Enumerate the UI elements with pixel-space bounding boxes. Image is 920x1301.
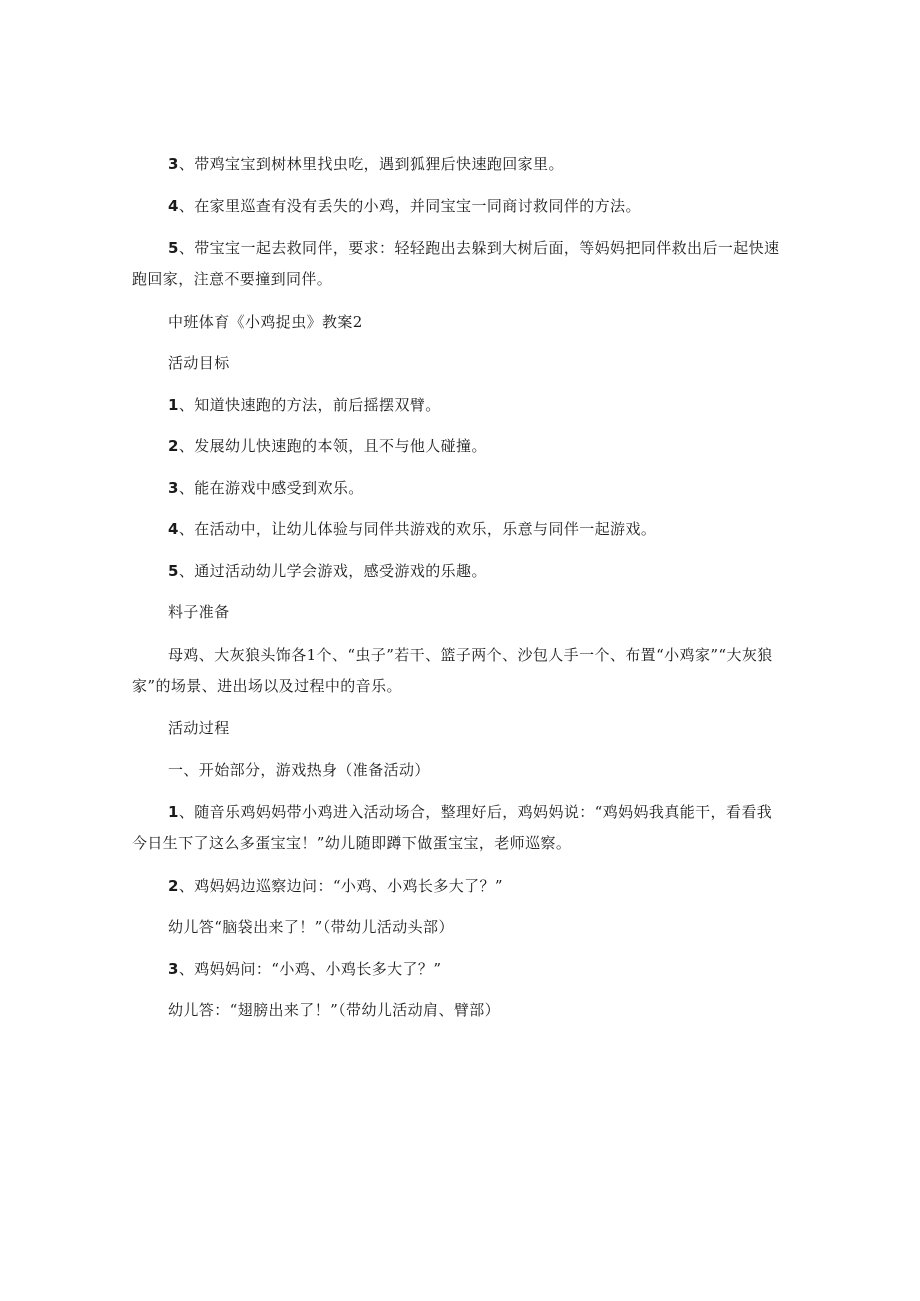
paragraph bbox=[132, 996, 782, 1025]
document-body bbox=[132, 150, 782, 1038]
section-title-text: 中班体育《小鸡捉虫》教案2 bbox=[168, 312, 363, 331]
paragraph bbox=[132, 150, 782, 179]
paragraph-text: 、能在游戏中感受到欢乐。 bbox=[178, 478, 364, 497]
paragraph-number: 4 bbox=[168, 196, 179, 215]
paragraph-text: 、带鸡宝宝到树林里找虫吃，遇到狐狸后快速跑回家里。 bbox=[178, 155, 564, 173]
paragraph-number: 5 bbox=[168, 239, 179, 257]
paragraph-text: 、发展幼儿快速跑的本领，且不与他人碰撞。 bbox=[178, 437, 487, 455]
paragraph-text: 幼儿答：“翅膀出来了！”（带幼儿活动肩、臂部） bbox=[168, 1001, 501, 1019]
paragraph-text: 幼儿答“脑袋出来了！”（带幼儿活动头部） bbox=[168, 918, 454, 936]
paragraph-number: 3 bbox=[168, 155, 179, 173]
paragraph-number: 3 bbox=[168, 959, 179, 978]
section-heading bbox=[132, 714, 782, 743]
section-heading bbox=[132, 598, 782, 627]
paragraph bbox=[132, 391, 782, 420]
paragraph bbox=[132, 474, 782, 503]
paragraph-text: 一、开始部分，游戏热身（准备活动） bbox=[168, 760, 430, 779]
paragraph-text: 、在活动中，让幼儿体验与同伴共游戏的欢乐，乐意与同伴一起游戏。 bbox=[178, 520, 657, 538]
paragraph bbox=[132, 955, 782, 984]
paragraph bbox=[132, 756, 782, 785]
paragraph bbox=[132, 192, 782, 221]
paragraph-text: 、鸡妈妈边巡察边问：“小鸡、小鸡长多大了？” bbox=[178, 876, 503, 895]
section-title bbox=[132, 308, 782, 337]
paragraph bbox=[132, 233, 782, 295]
paragraph-number: 1 bbox=[168, 803, 179, 821]
paragraph-text: 、知道快速跑的方法，前后摇摆双臂。 bbox=[178, 395, 441, 414]
paragraph-number: 5 bbox=[168, 561, 179, 580]
paragraph-number: 2 bbox=[168, 876, 179, 895]
paragraph bbox=[132, 797, 782, 859]
section-heading-text: 料子准备 bbox=[168, 603, 230, 621]
paragraph-text: 、通过活动幼儿学会游戏，感受游戏的乐趣。 bbox=[178, 561, 487, 580]
paragraph bbox=[132, 432, 782, 461]
paragraph bbox=[132, 640, 782, 702]
paragraph-number: 4 bbox=[168, 520, 179, 538]
section-heading-text: 活动目标 bbox=[168, 354, 230, 372]
paragraph bbox=[132, 913, 782, 942]
paragraph bbox=[132, 557, 782, 586]
paragraph-text: 、带宝宝一起去救同伴，要求：轻轻跑出去躲到大树后面，等妈妈把同伴救出后一起快速跑回家，注意不要撞到同伴。 bbox=[132, 239, 780, 288]
section-heading bbox=[132, 349, 782, 378]
paragraph-text: 、随音乐鸡妈妈带小鸡进入活动场合，整理好后，鸡妈妈说：“鸡妈妈我真能干，看看我今日生下了这么多蛋宝宝！”幼儿随即蹲下做蛋宝宝，老师巡察。 bbox=[132, 803, 773, 852]
paragraph-text: 母鸡、大灰狼头饰各1个、“虫子”若干、篮子两个、沙包人手一个、布置“小鸡家”“大灰狼家”的场景、进出场以及过程中的音乐。 bbox=[132, 645, 773, 695]
paragraph-number: 1 bbox=[168, 395, 179, 414]
paragraph-number: 2 bbox=[168, 437, 179, 455]
paragraph bbox=[132, 515, 782, 544]
paragraph-number: 3 bbox=[168, 478, 179, 497]
paragraph bbox=[132, 872, 782, 901]
paragraph-text: 、鸡妈妈问：“小鸡、小鸡长多大了？” bbox=[178, 959, 442, 978]
section-heading-text: 活动过程 bbox=[168, 719, 230, 737]
paragraph-text: 、在家里巡查有没有丢失的小鸡，并同宝宝一同商讨救同伴的方法。 bbox=[178, 196, 641, 215]
